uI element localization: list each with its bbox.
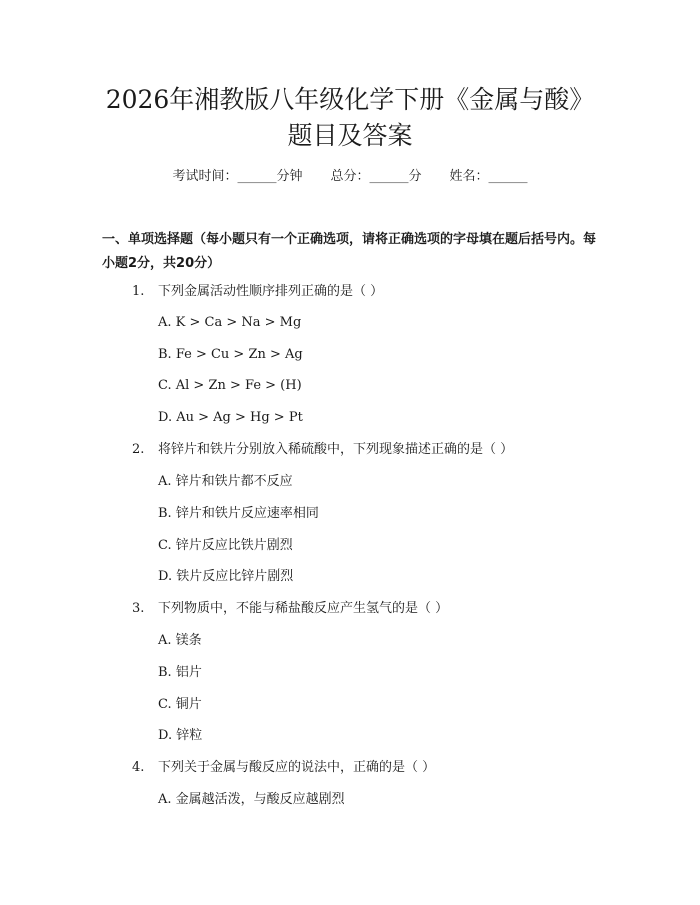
option-item: B. 锌片和铁片反应速率相同 [158,506,319,521]
question-text: 下列关于金属与酸反应的说法中，正确的是（ ） [158,760,436,775]
question-number: 2. [132,442,145,457]
question-number: 1. [132,284,145,299]
question-text: 下列物质中，不能与稀盐酸反应产生氢气的是（ ） [158,601,449,616]
option-item: A. K > Ca > Na > Mg [158,315,302,330]
name-field: 姓名：______ [449,169,528,184]
page-title-line2: 题目及答案 [287,121,413,150]
option-item: C. 铜片 [158,697,202,712]
question-2 [132,440,513,460]
question-number: 4. [132,760,145,775]
question-3 [132,599,448,619]
option-item: B. 铝片 [158,665,202,680]
option-item: B. Fe > Cu > Zn > Ag [158,347,303,362]
question-text: 下列金属活动性顺序排列正确的是（ ） [158,284,384,299]
exam-time-field: 考试时间：______分钟 [172,169,303,184]
option-item: A. 镁条 [158,633,202,648]
option-item: D. 锌粒 [158,728,203,743]
exam-info [0,167,700,187]
question-text: 将锌片和铁片分别放入稀硫酸中，下列现象描述正确的是（ ） [158,442,514,457]
section-heading: 一、单项选择题（每小题只有一个正确选项，请将正确选项的字母填在题后括号内。每小题2分，共20分） [102,232,597,271]
option-item: A. 金属越活泼，与酸反应越剧烈 [158,792,345,807]
option-item: D. 铁片反应比锌片剧烈 [158,569,294,584]
question-4 [132,758,435,778]
page-title-line1: 2026年湘教版八年级化学下册《金属与酸》 [105,85,595,114]
question-number: 3. [132,601,145,616]
total-score-field: 总分：______分 [330,169,422,184]
option-item: D. Au > Ag > Hg > Pt [158,410,303,425]
option-item: A. 锌片和铁片都不反应 [158,474,293,489]
question-1 [132,282,383,302]
option-item: C. 锌片反应比铁片剧烈 [158,538,293,553]
option-item: C. Al > Zn > Fe > (H) [158,378,302,393]
